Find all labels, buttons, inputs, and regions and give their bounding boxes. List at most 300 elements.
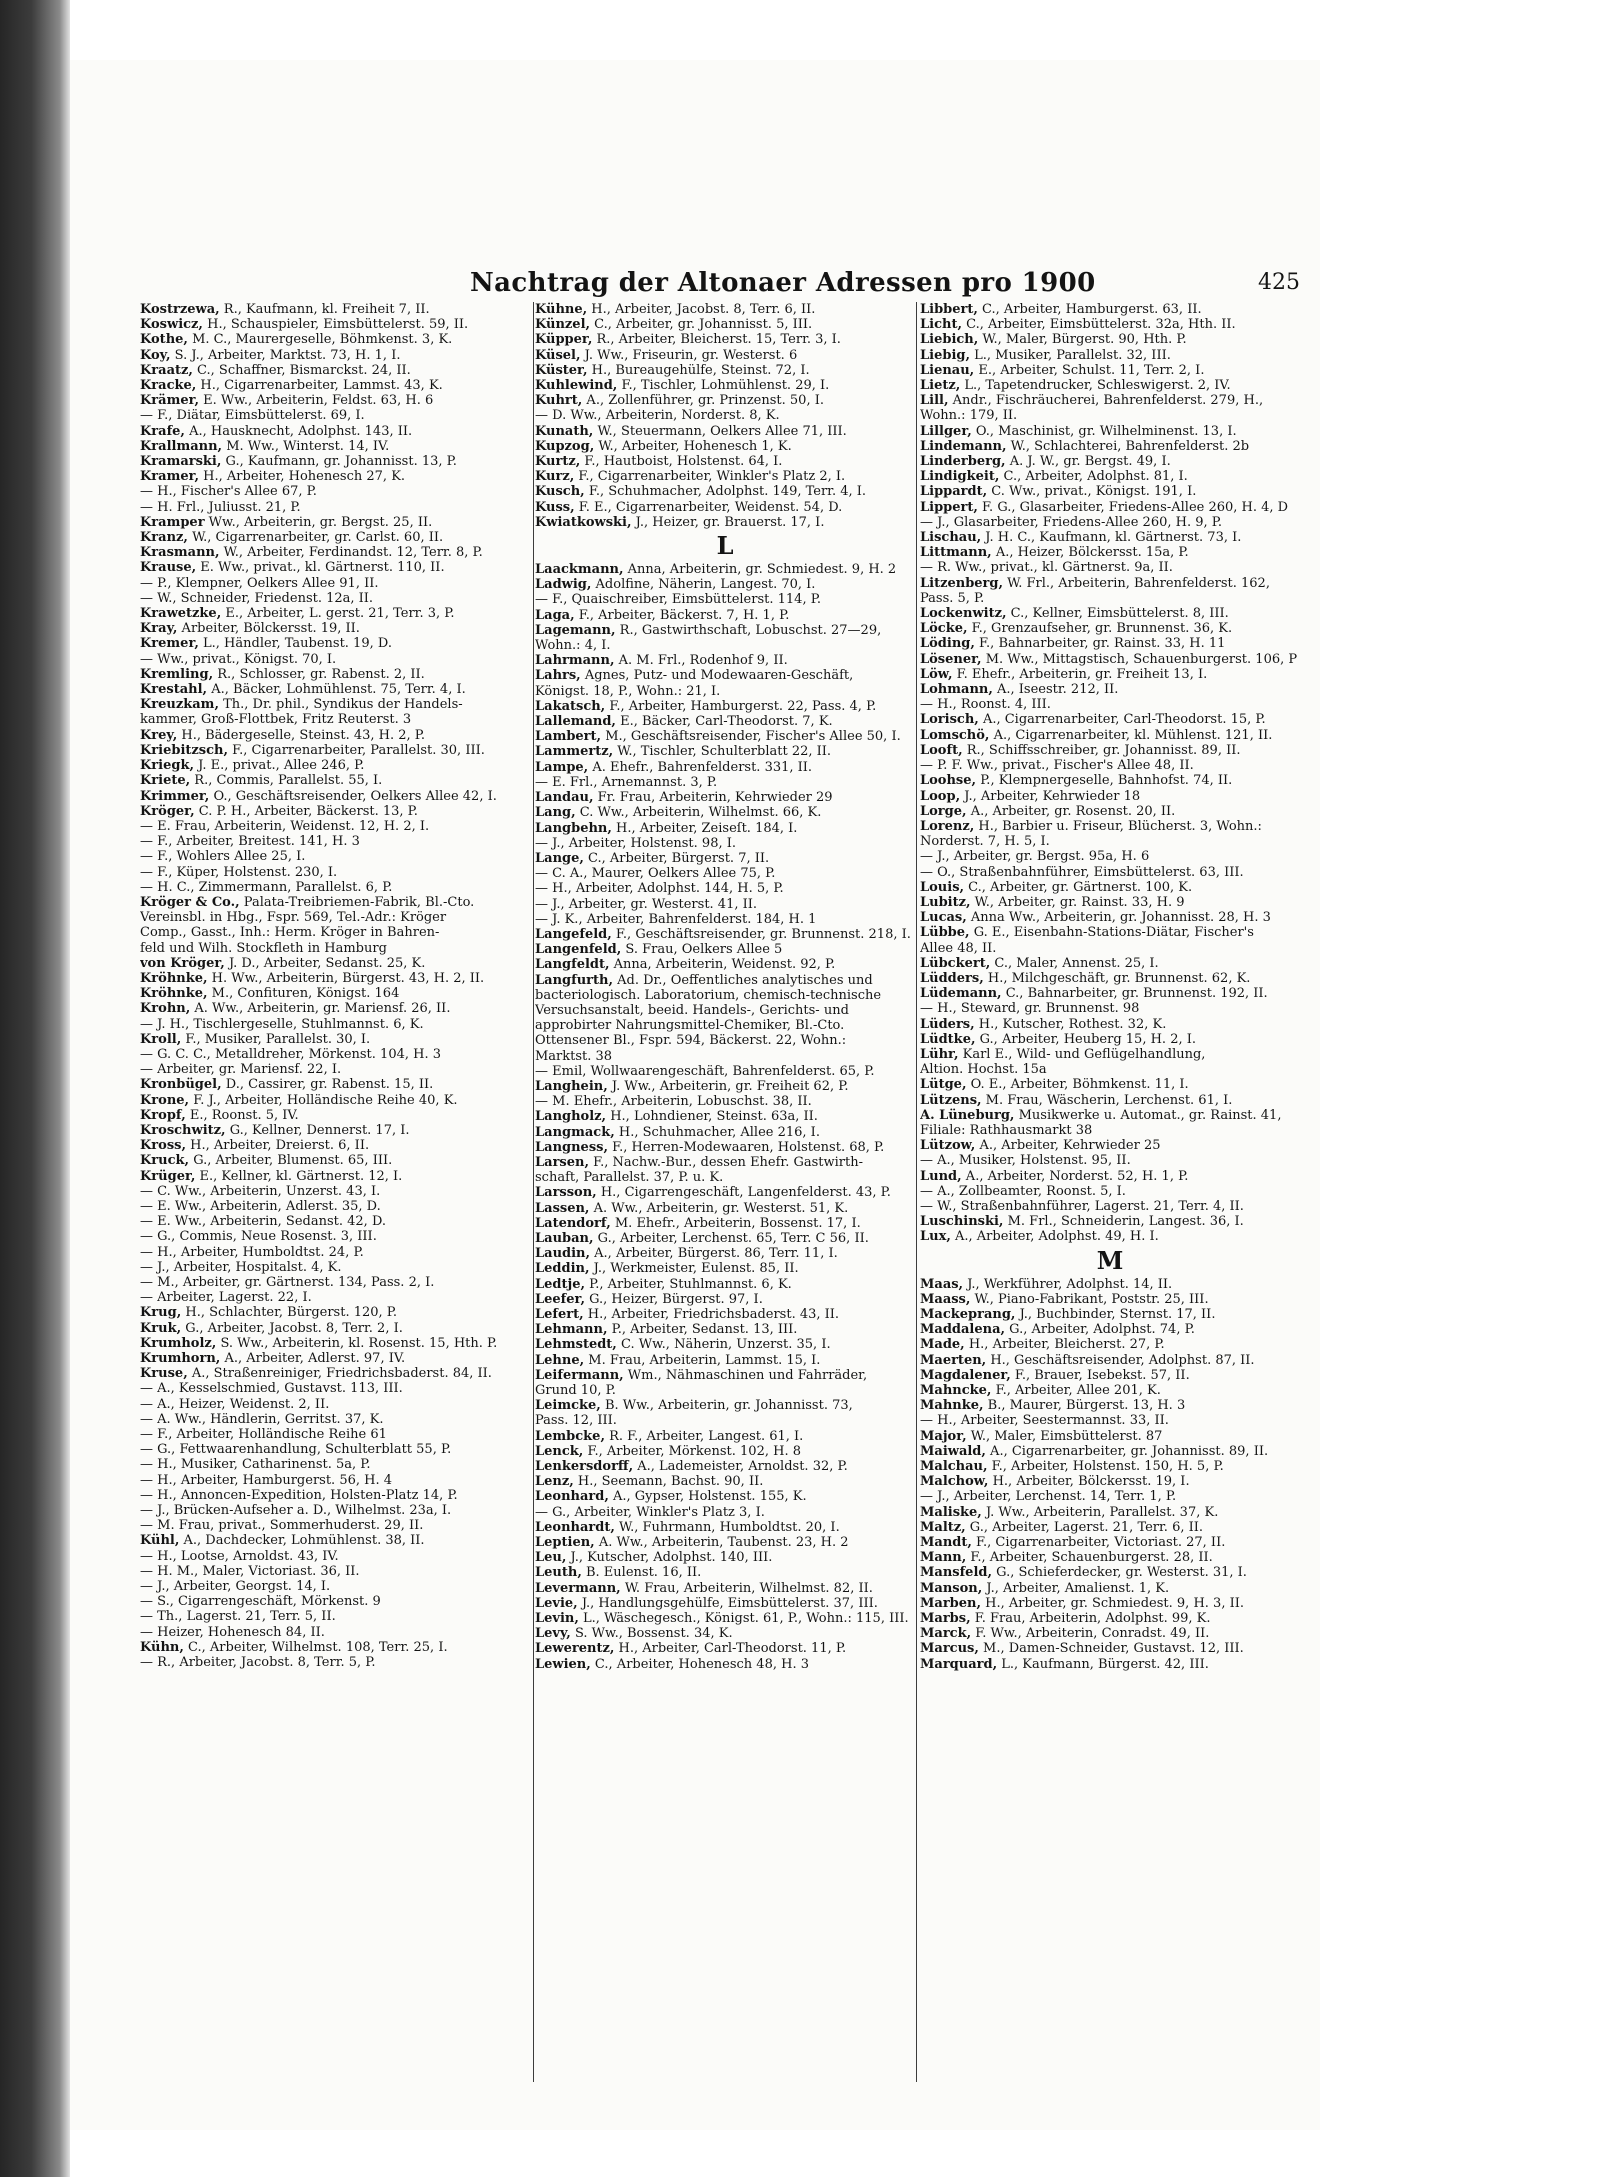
entry-details: R., Commis, Parallelst. 55, I. bbox=[190, 773, 383, 789]
entry-details: approbirter Nahrungsmittel-Chemiker, Bl.-Cto. bbox=[535, 1018, 845, 1034]
entry-details: Anna, Arbeiterin, gr. Schmiedest. 9, H. 2 bbox=[623, 562, 897, 578]
directory-entry bbox=[920, 849, 1300, 864]
entry-details: M., Confituren, Königst. 164 bbox=[207, 986, 400, 1002]
entry-details: F., Cigarrenarbeiter, Parallelst. 30, III. bbox=[228, 742, 485, 758]
directory-entry bbox=[920, 712, 1300, 727]
entry-details: E., Arbeiter, Schulst. 11, Terr. 2, I. bbox=[974, 362, 1205, 378]
entry-surname: Küsel, bbox=[535, 347, 581, 363]
entry-surname: Lübbe, bbox=[920, 925, 970, 941]
entry-surname: Levermann, bbox=[535, 1580, 621, 1596]
directory-entry bbox=[535, 988, 915, 1003]
entry-details: H., Bureaugehülfe, Steinst. 72, I. bbox=[587, 362, 810, 378]
entry-surname: Lillger, bbox=[920, 423, 972, 439]
directory-entry bbox=[140, 317, 535, 332]
entry-details: J., Buchbinder, Sternst. 17, II. bbox=[1015, 1307, 1216, 1322]
entry-surname: Lomschö, bbox=[920, 727, 990, 743]
directory-entry bbox=[920, 986, 1300, 1001]
entry-details: C., Arbeiter, Hohenesch 48, H. 3 bbox=[590, 1656, 809, 1672]
entry-details: H., Arbeiter, Bleicherst. 27, P. bbox=[964, 1337, 1165, 1353]
directory-entry bbox=[535, 1626, 915, 1641]
entry-details: R., Schiffsschreiber, gr. Johannisst. 89, II. bbox=[962, 742, 1241, 758]
entry-surname: Marbs, bbox=[920, 1611, 971, 1627]
entry-surname: Kramper bbox=[140, 514, 205, 530]
directory-entry bbox=[920, 925, 1300, 940]
directory-entry bbox=[920, 652, 1300, 667]
entry-details: G., Arbeiter, Blumenst. 65, III. bbox=[189, 1153, 393, 1169]
directory-entry bbox=[140, 636, 535, 651]
directory-entry bbox=[535, 469, 915, 484]
directory-entry bbox=[535, 608, 915, 623]
entry-surname: Magdalener, bbox=[920, 1367, 1011, 1383]
entry-details: O., Maschinist, gr. Wilhelminenst. 13, I. bbox=[971, 423, 1237, 439]
directory-entry bbox=[140, 1503, 535, 1518]
entry-surname: Lux, bbox=[920, 1229, 951, 1245]
directory-entry bbox=[920, 1001, 1300, 1016]
directory-entry bbox=[140, 1366, 535, 1381]
entry-details: C., Arbeiter, Wilhelmst. 108, Terr. 25, I. bbox=[183, 1639, 448, 1655]
entry-surname: Latendorf, bbox=[535, 1215, 611, 1231]
entry-surname: Kramarski, bbox=[140, 454, 222, 470]
entry-surname: Larsen, bbox=[535, 1154, 589, 1170]
entry-details: Musikwerke u. Automat., gr. Rainst. 41, bbox=[1014, 1107, 1282, 1123]
directory-entry bbox=[140, 1032, 535, 1047]
directory-entry bbox=[920, 956, 1300, 971]
entry-details: — A., Kesselschmied, Gustavst. 113, III. bbox=[140, 1381, 403, 1397]
entry-surname: Kröhnke, bbox=[140, 970, 208, 986]
entry-details: A. M. Frl., Rodenhof 9, II. bbox=[614, 653, 788, 669]
directory-entry bbox=[920, 667, 1300, 682]
entry-details: — Ww., privat., Königst. 70, I. bbox=[140, 651, 337, 667]
entry-details: F. Ehefr., Arbeiterin, gr. Freiheit 13, I. bbox=[952, 666, 1208, 682]
directory-entry bbox=[920, 1474, 1300, 1489]
directory-entry bbox=[535, 942, 915, 957]
entry-surname: Langefeld, bbox=[535, 926, 612, 942]
directory-entry bbox=[140, 1579, 535, 1594]
entry-details: S. Ww., Bossenst. 34, K. bbox=[570, 1626, 733, 1642]
directory-entry bbox=[535, 957, 915, 972]
entry-details: — H., Arbeiter, Adolphst. 144, H. 5, P. bbox=[535, 881, 784, 897]
entry-surname: Maas, bbox=[920, 1276, 964, 1292]
entry-surname: Künzel, bbox=[535, 317, 591, 333]
directory-entry bbox=[140, 424, 535, 439]
entry-surname: Krone, bbox=[140, 1092, 190, 1108]
directory-entry bbox=[920, 804, 1300, 819]
entry-details: bacteriologisch. Laboratorium, chemisch-technische bbox=[535, 987, 882, 1003]
entry-details: A., Straßenreiniger, Friedrichsbaderst. 84, II. bbox=[187, 1366, 492, 1382]
entry-surname: Lischau, bbox=[920, 530, 982, 546]
entry-surname: Kramer, bbox=[140, 469, 200, 485]
directory-entry bbox=[535, 1185, 915, 1200]
directory-entry bbox=[140, 439, 535, 454]
entry-surname: Mansfeld, bbox=[920, 1565, 993, 1581]
entry-details: Fr. Frau, Arbeiterin, Kehrwieder 29 bbox=[593, 790, 833, 806]
directory-entry bbox=[140, 1397, 535, 1412]
entry-surname: Lienau, bbox=[920, 362, 975, 378]
directory-entry bbox=[920, 484, 1300, 499]
entry-details: — F., Quaischreiber, Eimsbüttelerst. 114, P. bbox=[535, 592, 821, 608]
entry-details: — J., Arbeiter, Lerchenst. 14, Terr. 1, P. bbox=[920, 1489, 1177, 1505]
entry-details: A., Iseestr. 212, II. bbox=[992, 682, 1119, 698]
directory-entry bbox=[535, 1079, 915, 1094]
entry-details: H., Cigarrengeschäft, Langenfelderst. 43, P. bbox=[596, 1185, 891, 1201]
entry-details: J., Arbeiter, Kehrwieder 18 bbox=[960, 788, 1141, 804]
entry-details: W., Piano-Fabrikant, Poststr. 25, III. bbox=[970, 1291, 1209, 1307]
directory-entry bbox=[920, 1459, 1300, 1474]
directory-entry bbox=[140, 606, 535, 621]
entry-details: H., Arbeiter, Carl-Theodorst. 11, P. bbox=[614, 1641, 847, 1657]
entry-details: — O., Straßenbahnführer, Eimsbüttelerst. 63, III. bbox=[920, 864, 1244, 880]
entry-details: W., Fuhrmann, Humboldtst. 20, I. bbox=[614, 1519, 840, 1535]
entry-details: W., Arbeiter, Hohenesch 1, K. bbox=[594, 438, 792, 454]
directory-entry bbox=[140, 1047, 535, 1062]
directory-entry bbox=[140, 667, 535, 682]
entry-details: R., Gastwirthschaft, Lobuschst. 27—29, bbox=[615, 622, 882, 638]
entry-surname: Looft, bbox=[920, 742, 963, 758]
entry-details: — H., Musiker, Catharinenst. 5a, P. bbox=[140, 1457, 371, 1473]
entry-details: F., Herren-Modewaaren, Holstenst. 68, P. bbox=[608, 1139, 885, 1155]
directory-entry bbox=[140, 530, 535, 545]
directory-entry bbox=[920, 393, 1300, 408]
directory-entry bbox=[920, 317, 1300, 332]
directory-entry bbox=[140, 925, 535, 940]
entry-surname: Kostrzewa, bbox=[140, 302, 220, 317]
entry-details: G., Arbeiter, Heuberg 15, H. 2, I. bbox=[975, 1031, 1196, 1047]
entry-surname: Leu, bbox=[535, 1550, 567, 1566]
directory-entry bbox=[140, 1184, 535, 1199]
entry-details: Anna Ww., Arbeiterin, gr. Johannisst. 28, H. 3 bbox=[966, 910, 1271, 926]
entry-surname: Kronbügel, bbox=[140, 1077, 222, 1093]
directory-entry bbox=[535, 1307, 915, 1322]
entry-details: A., Cigarrenarbeiter, kl. Mühlenst. 121, II. bbox=[989, 727, 1273, 743]
directory-entry bbox=[920, 332, 1300, 347]
entry-details: feld und Wilh. Stockfleth in Hamburg bbox=[140, 940, 387, 956]
directory-entry bbox=[535, 1033, 915, 1048]
directory-entry bbox=[920, 1199, 1300, 1214]
directory-entry bbox=[140, 1093, 535, 1108]
entry-surname: Kray, bbox=[140, 621, 178, 637]
entry-surname: Kruse, bbox=[140, 1366, 188, 1382]
entry-details: A., Bäcker, Lohmühlenst. 75, Terr. 4, I. bbox=[207, 682, 466, 698]
entry-surname: Lenkersdorff, bbox=[535, 1459, 634, 1475]
entry-details: Ottensener Bl., Fspr. 594, Bäckerst. 22, Wohn.: bbox=[535, 1033, 847, 1049]
entry-surname: Kröger & Co., bbox=[140, 894, 240, 910]
directory-entry bbox=[920, 1505, 1300, 1520]
directory-entry bbox=[140, 545, 535, 560]
entry-surname: Larsson, bbox=[535, 1185, 597, 1201]
directory-entry bbox=[535, 1094, 915, 1109]
entry-surname: Kroll, bbox=[140, 1031, 182, 1047]
entry-details: C., Bahnarbeiter, gr. Brunnenst. 192, II. bbox=[1001, 986, 1268, 1002]
entry-surname: Lampe, bbox=[535, 759, 589, 775]
directory-entry bbox=[140, 454, 535, 469]
directory-entry bbox=[920, 1229, 1300, 1244]
entry-surname: Lahrs, bbox=[535, 668, 581, 684]
entry-details: F., Arbeiter, Schauenburgerst. 28, II. bbox=[966, 1550, 1213, 1566]
entry-details: H., Arbeiter, Friedrichsbaderst. 43, II. bbox=[583, 1307, 840, 1322]
entry-surname: Kreuzkam, bbox=[140, 697, 219, 713]
directory-entry bbox=[140, 697, 535, 712]
entry-details: — F., Wohlers Allee 25, I. bbox=[140, 849, 306, 865]
entry-surname: Krohn, bbox=[140, 1001, 191, 1017]
directory-entry bbox=[140, 1655, 535, 1670]
entry-surname: Koswicz, bbox=[140, 317, 203, 333]
entry-surname: Levie, bbox=[535, 1595, 578, 1611]
directory-entry bbox=[920, 1169, 1300, 1184]
directory-entry bbox=[535, 1429, 915, 1444]
directory-entry bbox=[535, 1535, 915, 1550]
entry-surname: Maerten, bbox=[920, 1352, 987, 1368]
directory-entry bbox=[140, 1518, 535, 1533]
directory-entry bbox=[140, 773, 535, 788]
entry-details: W., Cigarrenarbeiter, gr. Carlst. 60, II. bbox=[187, 530, 444, 546]
directory-entry bbox=[535, 363, 915, 378]
entry-surname: Leddin, bbox=[535, 1261, 590, 1277]
directory-entry bbox=[535, 729, 915, 744]
directory-entry bbox=[140, 1290, 535, 1305]
entry-details: D., Cassirer, gr. Rabenst. 15, II. bbox=[221, 1077, 434, 1093]
directory-entry bbox=[535, 1596, 915, 1611]
directory-entry bbox=[920, 1353, 1300, 1368]
entry-details: H., Arbeiter, Zeiseſt. 184, I. bbox=[611, 820, 798, 836]
entry-details: F., Arbeiter, Hamburgerst. 22, Pass. 4, P. bbox=[605, 698, 877, 714]
directory-entry bbox=[140, 1442, 535, 1457]
directory-entry bbox=[535, 1474, 915, 1489]
entry-details: F., Geschäftsreisender, gr. Brunnenst. 218, I. bbox=[611, 926, 911, 942]
directory-entry bbox=[535, 317, 915, 332]
directory-entry bbox=[140, 1108, 535, 1123]
entry-details: A., Arbeiter, gr. Rosenst. 20, II. bbox=[966, 803, 1176, 819]
directory-entry bbox=[535, 897, 915, 912]
directory-entry bbox=[920, 1062, 1300, 1077]
directory-entry bbox=[920, 576, 1300, 591]
entry-surname: Löw, bbox=[920, 666, 953, 682]
directory-entry bbox=[140, 682, 535, 697]
entry-details: — F., Arbeiter, Holländische Reihe 61 bbox=[140, 1427, 387, 1443]
entry-details: kammer, Groß-Flottbek, Fritz Reuterst. 3 bbox=[140, 712, 412, 728]
directory-entry bbox=[535, 1049, 915, 1064]
entry-details: C., Arbeiter, Eimsbüttelerst. 32a, Hth. II. bbox=[961, 317, 1236, 333]
entry-details: Agnes, Putz- und Modewaaren-Geschäft, bbox=[580, 668, 854, 684]
directory-entry bbox=[920, 1657, 1300, 1672]
entry-details: — G., Commis, Neue Rosenst. 3, III. bbox=[140, 1229, 377, 1245]
directory-entry bbox=[920, 530, 1300, 545]
directory-entry bbox=[140, 865, 535, 880]
entry-details: F., Cigarrenarbeiter, Victoriast. 27, II. bbox=[971, 1535, 1226, 1551]
directory-entry bbox=[920, 1307, 1300, 1322]
directory-entry bbox=[920, 302, 1300, 317]
entry-details: W., Schlachterei, Bahrenfelderst. 2b bbox=[1006, 438, 1250, 454]
directory-entry bbox=[920, 941, 1300, 956]
entry-details: M. Ww., Winterst. 14, IV. bbox=[222, 438, 390, 454]
entry-surname: Lüdders, bbox=[920, 970, 984, 986]
directory-entry bbox=[920, 773, 1300, 788]
directory-entry bbox=[920, 636, 1300, 651]
entry-details: — D. Ww., Arbeiterin, Norderst. 8, K. bbox=[535, 408, 780, 424]
column-rule bbox=[916, 302, 917, 2082]
entry-surname: Langbehn, bbox=[535, 820, 612, 836]
directory-entry bbox=[920, 363, 1300, 378]
entry-details: — A., Musiker, Holstenst. 95, II. bbox=[920, 1153, 1131, 1169]
entry-details: M., Damen-Schneider, Gustavst. 12, III. bbox=[978, 1641, 1244, 1657]
entry-details: G., Kaufmann, gr. Johannisst. 13, P. bbox=[221, 454, 457, 470]
entry-surname: Krestahl, bbox=[140, 682, 208, 698]
entry-details: L., Kaufmann, Bürgerst. 42, III. bbox=[997, 1656, 1209, 1672]
entry-surname: Littmann, bbox=[920, 545, 992, 561]
entry-surname: Lenck, bbox=[535, 1443, 584, 1459]
entry-details: F. E., Cigarrenarbeiter, Weidenst. 54, D. bbox=[574, 499, 843, 515]
entry-details: H., Arbeiter, Hohenesch 27, K. bbox=[199, 469, 406, 485]
directory-entry bbox=[920, 378, 1300, 393]
entry-details: — Arbeiter, Lagerst. 22, I. bbox=[140, 1290, 312, 1306]
directory-column-2 bbox=[535, 302, 915, 2082]
entry-details: — H., Annoncen-Expedition, Holsten-Platz 14, P. bbox=[140, 1487, 458, 1503]
entry-details: J. Ww., Arbeiterin, gr. Freiheit 62, P. bbox=[607, 1078, 849, 1094]
directory-entry bbox=[140, 576, 535, 591]
entry-surname: Maass, bbox=[920, 1291, 971, 1307]
entry-surname: Lehmann, bbox=[535, 1322, 608, 1338]
directory-entry bbox=[140, 1017, 535, 1032]
directory-entry bbox=[140, 484, 535, 499]
entry-surname: Kuss, bbox=[535, 499, 575, 515]
entry-details: A. J. W., gr. Bergst. 49, I. bbox=[1005, 454, 1171, 470]
entry-surname: Kröhnke, bbox=[140, 986, 208, 1002]
directory-entry bbox=[920, 500, 1300, 515]
directory-entry bbox=[535, 500, 915, 515]
entry-details: schaft, Parallelst. 37, P. u. K. bbox=[535, 1170, 724, 1186]
entry-details: H., Kutscher, Rothest. 32, K. bbox=[974, 1016, 1167, 1032]
directory-entry bbox=[920, 424, 1300, 439]
entry-surname: Lauban, bbox=[535, 1230, 594, 1246]
directory-entry bbox=[140, 1214, 535, 1229]
entry-details: — H. M., Maler, Victoriast. 36, II. bbox=[140, 1563, 360, 1579]
entry-surname: Kuhlewind, bbox=[535, 378, 618, 394]
entry-surname: Krallmann, bbox=[140, 438, 223, 454]
directory-entry bbox=[535, 1505, 915, 1520]
entry-details: — H., Arbeiter, Seestermannst. 33, II. bbox=[920, 1413, 1169, 1429]
directory-entry bbox=[140, 408, 535, 423]
entry-surname: Lützens, bbox=[920, 1092, 982, 1108]
entry-surname: Krafe, bbox=[140, 423, 185, 439]
entry-details: H., Lohndiener, Steinst. 63a, II. bbox=[606, 1109, 818, 1125]
entry-details: Wm., Nähmaschinen und Fahrräder, bbox=[623, 1367, 868, 1383]
entry-details: M. Ww., Mittagstisch, Schauenburgerst. 106, P bbox=[981, 651, 1298, 667]
directory-entry bbox=[535, 699, 915, 714]
directory-entry bbox=[140, 621, 535, 636]
directory-entry bbox=[920, 1093, 1300, 1108]
directory-entry bbox=[535, 302, 915, 317]
entry-surname: Kusch, bbox=[535, 484, 585, 500]
entry-details: P., Arbeiter, Sedanst. 13, III. bbox=[607, 1322, 798, 1338]
entry-surname: Kwiatkowski, bbox=[535, 514, 632, 530]
entry-surname: Maltz, bbox=[920, 1519, 966, 1535]
directory-entry bbox=[140, 652, 535, 667]
entry-details: H., Arbeiter, Dreierst. 6, II. bbox=[185, 1138, 370, 1154]
directory-entry bbox=[535, 348, 915, 363]
directory-entry bbox=[535, 454, 915, 469]
entry-surname: Lagemann, bbox=[535, 622, 616, 638]
entry-details: J., Heizer, gr. Brauerst. 17, I. bbox=[631, 514, 825, 530]
entry-surname: Krause, bbox=[140, 560, 197, 576]
entry-surname: Kruck, bbox=[140, 1153, 190, 1169]
entry-details: G., Arbeiter, Adolphst. 74, P. bbox=[1005, 1322, 1195, 1338]
directory-entry bbox=[535, 760, 915, 775]
entry-details: J., Werkmeister, Eulenst. 85, II. bbox=[589, 1261, 799, 1277]
entry-details: — P. F. Ww., privat., Fischer's Allee 48, II. bbox=[920, 758, 1194, 774]
entry-details: Palata-Treibriemen-Fabrik, Bl.-Cto. bbox=[239, 894, 475, 910]
directory-entry bbox=[535, 408, 915, 423]
entry-surname: Lakatsch, bbox=[535, 698, 606, 714]
directory-entry bbox=[535, 775, 915, 790]
directory-entry bbox=[140, 1457, 535, 1472]
entry-details: F., Hautboist, Holstenst. 64, I. bbox=[580, 454, 783, 470]
directory-entry bbox=[535, 1383, 915, 1398]
entry-surname: Ladwig, bbox=[535, 577, 592, 593]
entry-surname: Maddalena, bbox=[920, 1322, 1006, 1338]
page-number: 425 bbox=[1258, 270, 1300, 295]
directory-entry bbox=[140, 1381, 535, 1396]
entry-details: — E. Ww., Arbeiterin, Sedanst. 42, D. bbox=[140, 1214, 387, 1230]
entry-details: L., Wäschegesch., Königst. 61, P., Wohn.: 115, III. bbox=[578, 1611, 909, 1627]
entry-surname: Kropf, bbox=[140, 1107, 186, 1123]
entry-details: A., Arbeiter, Bürgerst. 86, Terr. 11, I. bbox=[590, 1246, 838, 1262]
entry-surname: Kothe, bbox=[140, 332, 188, 348]
entry-details: Marktst. 38 bbox=[535, 1048, 613, 1064]
directory-entry bbox=[535, 684, 915, 699]
entry-details: O. E., Arbeiter, Böhmkenst. 11, I. bbox=[966, 1077, 1189, 1093]
entry-surname: Lallemand, bbox=[535, 714, 616, 730]
directory-entry bbox=[920, 910, 1300, 925]
directory-entry bbox=[140, 1625, 535, 1640]
entry-surname: Langmack, bbox=[535, 1124, 615, 1140]
entry-surname: Manson, bbox=[920, 1580, 983, 1596]
scan-binding-edge bbox=[0, 0, 70, 2177]
entry-surname: Liebich, bbox=[920, 332, 979, 348]
directory-entry bbox=[535, 1489, 915, 1504]
directory-entry bbox=[140, 1351, 535, 1366]
entry-surname: Krimmer, bbox=[140, 788, 210, 804]
entry-details: H., Schuhmacher, Allee 216, I. bbox=[614, 1124, 820, 1140]
entry-details: — Emil, Wollwaarengeschäft, Bahrenfelderst. 65, P. bbox=[535, 1063, 875, 1079]
directory-entry bbox=[535, 1261, 915, 1276]
entry-surname: Kracke, bbox=[140, 378, 197, 394]
entry-surname: Langholz, bbox=[535, 1109, 607, 1125]
entry-details: E. Ww., Arbeiterin, Feldst. 63, H. 6 bbox=[199, 393, 434, 409]
entry-details: A., Arbeiter, Norderst. 52, H. 1, P. bbox=[961, 1168, 1189, 1184]
directory-entry bbox=[140, 819, 535, 834]
directory-entry bbox=[920, 1032, 1300, 1047]
directory-entry bbox=[535, 562, 915, 577]
entry-details: J. H. C., Kaufmann, kl. Gärtnerst. 73, I. bbox=[981, 530, 1242, 546]
directory-entry bbox=[140, 378, 535, 393]
directory-entry bbox=[140, 1275, 535, 1290]
directory-entry bbox=[535, 866, 915, 881]
entry-surname: Lembcke, bbox=[535, 1428, 605, 1444]
directory-entry bbox=[535, 1581, 915, 1596]
directory-entry bbox=[920, 834, 1300, 849]
directory-entry bbox=[920, 1047, 1300, 1062]
entry-details: G., Kellner, Dennerst. 17, I. bbox=[225, 1122, 410, 1138]
entry-surname: Kühn, bbox=[140, 1639, 184, 1655]
entry-details: — Heizer, Hohenesch 84, II. bbox=[140, 1624, 325, 1640]
entry-details: Grund 10, P. bbox=[535, 1383, 616, 1399]
directory-entry bbox=[140, 941, 535, 956]
directory-entry bbox=[140, 880, 535, 895]
entry-details: G., Arbeiter, Lagerst. 21, Terr. 6, II. bbox=[965, 1519, 1204, 1535]
entry-details: F., Grenzaufseher, gr. Brunnenst. 36, K. bbox=[967, 621, 1233, 637]
entry-surname: Lucas, bbox=[920, 910, 967, 926]
entry-details: A. Ww., Arbeiterin, Taubenst. 23, H. 2 bbox=[594, 1535, 849, 1551]
entry-surname: Marquard, bbox=[920, 1656, 998, 1672]
